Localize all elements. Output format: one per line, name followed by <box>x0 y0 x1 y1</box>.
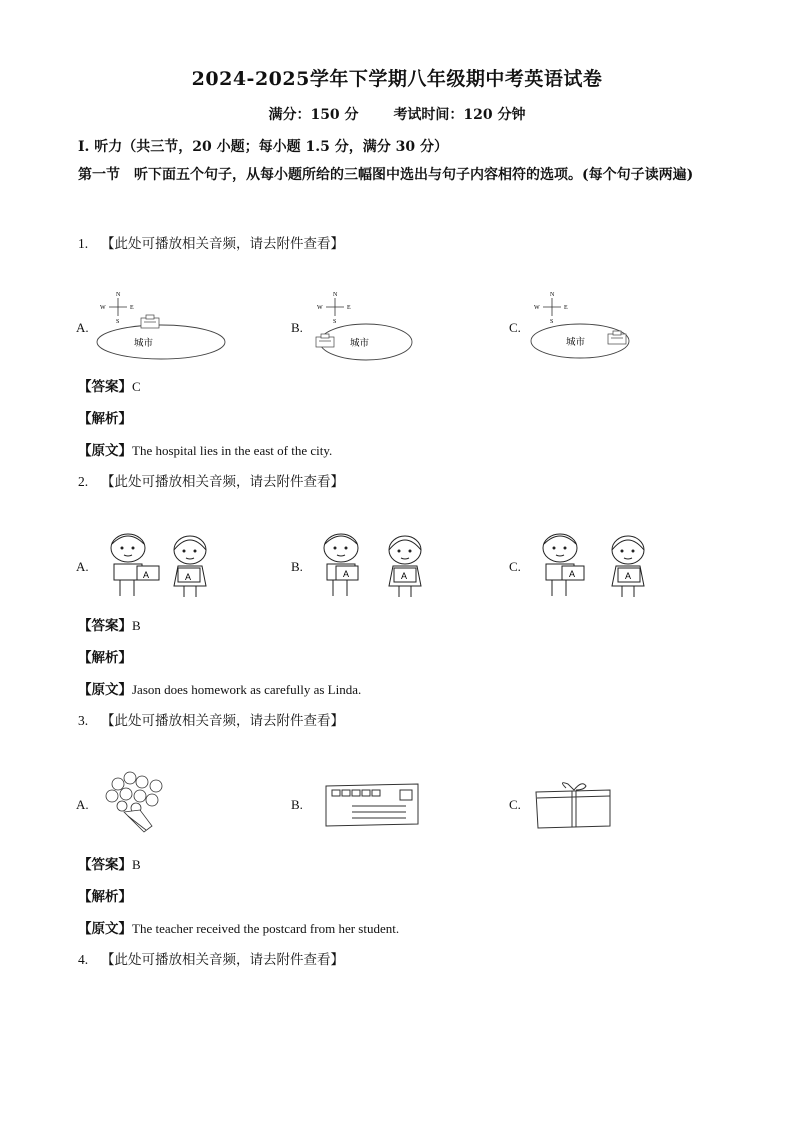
original-text: Jason does homework as carefully as Linda. <box>132 682 362 697</box>
card-letter: A <box>343 569 350 579</box>
q2-option-c-label: C. <box>509 559 521 574</box>
compass-s-label: S <box>550 319 554 325</box>
compass-w-label: W <box>534 305 540 311</box>
section1-text: 听下面五个句子，从每小题所给的三幅图中选出与句子内容相符的选项。(每个句子读两遍) <box>134 167 694 183</box>
q2-analysis-label: 【解析】 <box>78 650 132 666</box>
answer-label: 【答案】 <box>78 618 132 634</box>
gift-box-icon <box>530 780 616 830</box>
city-label: 城市 <box>134 338 154 349</box>
compass-icon <box>543 298 561 316</box>
city-label: 城市 <box>566 337 586 348</box>
question-2-prompt <box>78 470 344 490</box>
compass-e-label: E <box>130 305 134 311</box>
audio-note: 【此处可播放相关音频，请去附件查看】 <box>101 713 344 729</box>
postcard-icon <box>322 782 422 828</box>
q1-answer <box>78 375 141 395</box>
hospital-icon <box>316 334 334 347</box>
original-text: The hospital lies in the east of the city. <box>132 443 333 458</box>
q3-answer <box>78 853 141 873</box>
card-letter: A <box>625 571 632 581</box>
q1-option-c-map <box>528 288 668 368</box>
audio-note: 【此处可播放相关音频，请去附件查看】 <box>101 236 344 252</box>
exam-time: 考试时间：120 分钟 <box>393 107 526 123</box>
compass-e-label: E <box>564 305 568 311</box>
q2-answer <box>78 614 141 634</box>
q3-analysis-label: 【解析】 <box>78 889 132 905</box>
original-label: 【原文】 <box>78 921 132 937</box>
q1-option-a-label: A. <box>76 320 89 335</box>
original-label: 【原文】 <box>78 682 132 698</box>
answer-label: 【答案】 <box>78 379 132 395</box>
answer-label: 【答案】 <box>78 857 132 873</box>
q1-option-b-label: B. <box>291 320 303 335</box>
audio-note: 【此处可播放相关音频，请去附件查看】 <box>101 952 344 968</box>
hospital-icon <box>141 315 159 328</box>
original-text: The teacher received the postcard from her student. <box>132 921 400 936</box>
question-3-prompt <box>78 709 344 729</box>
q2-option-a-label: A. <box>76 559 89 574</box>
compass-s-label: S <box>116 319 120 325</box>
exam-subtitle <box>0 104 794 124</box>
exam-title: 2024-2025学年下学期八年级期中考英语试卷 <box>191 68 603 90</box>
compass-w-label: W <box>100 305 106 311</box>
compass-n-label: N <box>116 292 121 298</box>
card-letter: A <box>185 572 192 582</box>
answer-value: B <box>132 857 141 872</box>
question-1-prompt <box>78 232 344 252</box>
question-number: 4. <box>78 952 89 967</box>
answer-value: C <box>132 379 141 394</box>
compass-w-label: W <box>317 305 323 311</box>
section1-label: 第一节 <box>78 167 120 183</box>
part1-heading: Ⅰ. 听力（共三节，20 小题；每小题 1.5 分，满分 30 分） <box>78 139 448 155</box>
q3-option-c-label: C. <box>509 797 521 812</box>
full-score: 满分：150 分 <box>268 107 359 123</box>
q1-option-a-map <box>94 288 234 368</box>
q2-option-b-children <box>313 530 443 600</box>
flowers-bouquet-icon <box>96 770 176 840</box>
compass-e-label: E <box>347 305 351 311</box>
section1-instruction <box>78 160 728 191</box>
q3-original <box>78 917 399 937</box>
compass-icon <box>109 298 127 316</box>
compass-s-label: S <box>333 319 337 325</box>
compass-icon <box>326 298 344 316</box>
answer-value: B <box>132 618 141 633</box>
q1-analysis-label: 【解析】 <box>78 411 132 427</box>
original-label: 【原文】 <box>78 443 132 459</box>
card-letter: A <box>569 569 576 579</box>
q3-option-b-label: B. <box>291 797 303 812</box>
card-letter: A <box>143 570 150 580</box>
question-number: 1. <box>78 236 89 251</box>
card-letter: A <box>401 571 408 581</box>
q1-option-b-map <box>311 288 451 368</box>
question-number: 3. <box>78 713 89 728</box>
q2-option-a-children <box>100 530 230 600</box>
compass-n-label: N <box>333 292 338 298</box>
city-label: 城市 <box>350 338 370 349</box>
q2-option-b-label: B. <box>291 559 303 574</box>
question-4-prompt <box>78 948 344 968</box>
q3-option-a-label: A. <box>76 797 89 812</box>
q2-option-c-children <box>532 530 662 600</box>
compass-n-label: N <box>550 292 555 298</box>
q1-original <box>78 439 332 459</box>
audio-note: 【此处可播放相关音频，请去附件查看】 <box>101 474 344 490</box>
q2-original <box>78 678 361 698</box>
q1-option-c-label: C. <box>509 320 521 335</box>
question-number: 2. <box>78 474 89 489</box>
